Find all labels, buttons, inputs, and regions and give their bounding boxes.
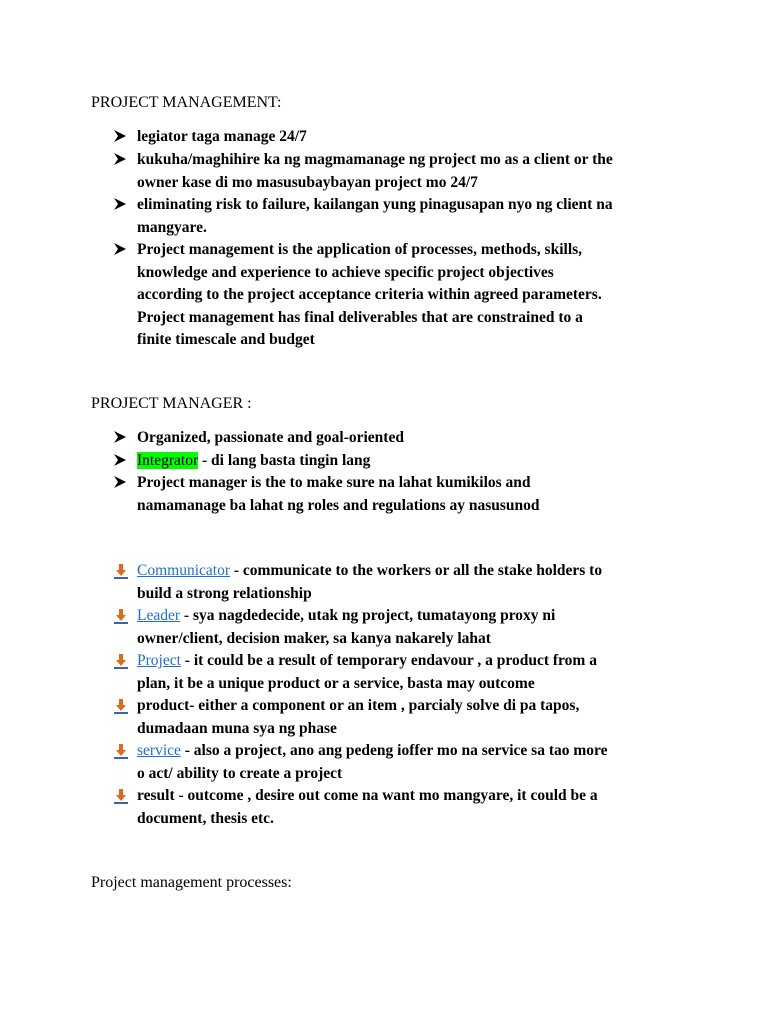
list-item-text: Project - it could be a result of temporary endavour , a product from a plan, it be a unique product or a service, basta may outcome [137,652,597,692]
arrowhead-bullet-icon [113,197,129,215]
term-link-project[interactable]: Project [137,652,181,669]
down-arrow-bullet-icon [113,654,129,672]
list-item-text: result - outcome , desire out come na want mo mangyare, it could be a document, thesis etc. [137,787,598,827]
list-item-text: Leader - sya nagdedecide, utak ng project, tumatayong proxy ni owner/client, decision maker, sa kanya nakarely lahat [137,607,556,647]
list-item-text: Integrator - di lang basta tingin lang [137,452,371,469]
processes-heading: Project management processes: [91,874,292,891]
down-arrow-bullet-icon [113,564,129,582]
down-arrow-bullet-icon [113,744,129,762]
project-manager-heading: PROJECT MANAGER : [91,395,252,412]
term-link-communicator[interactable]: Communicator [137,562,230,579]
arrowhead-bullet-icon [113,152,129,170]
list-item-text: Project management is the application of processes, methods, skills, knowledge and experience to achieve specific project objectives according to the project acceptance criteria within agreed parameters. Project management has final deliverables that are constrained to a finite timescale and budget [137,241,602,349]
list-item-text: kukuha/maghihire ka ng magmamanage ng project mo as a client or the owner kase di mo masusubaybayan project mo 24/7 [137,151,613,191]
arrowhead-bullet-icon [113,475,129,493]
term-link-leader[interactable]: Leader [137,607,181,624]
arrowhead-bullet-icon [113,242,129,260]
down-arrow-bullet-icon [113,609,129,627]
project-management-heading: PROJECT MANAGEMENT: [91,94,282,111]
list-item-text: legiator taga manage 24/7 [137,128,307,145]
arrowhead-bullet-icon [113,430,129,448]
list-item-text: service - also a project, ano ang pedeng ioffer mo na service sa tao more o act/ ability to create a project [137,742,608,782]
list-item-text: eliminating risk to failure, kailangan yung pinagusapan nyo ng client na mangyare. [137,196,613,236]
arrowhead-bullet-icon [113,453,129,471]
highlighted-term: Integrator [137,452,199,469]
list-item-text: Organized, passionate and goal-oriented [137,429,404,446]
term-link-service[interactable]: service [137,742,181,759]
list-item-text: Project manager is the to make sure na lahat kumikilos and namamanage ba lahat ng roles and regulations ay nasusunod [137,474,540,514]
down-arrow-bullet-icon [113,699,129,717]
list-item-text: product- either a component or an item , parcialy solve di pa tapos, dumadaan muna sya ng phase [137,697,580,737]
down-arrow-bullet-icon [113,789,129,807]
list-item-text: Communicator - communicate to the workers or all the stake holders to build a strong relationship [137,562,603,602]
arrowhead-bullet-icon [113,129,129,147]
